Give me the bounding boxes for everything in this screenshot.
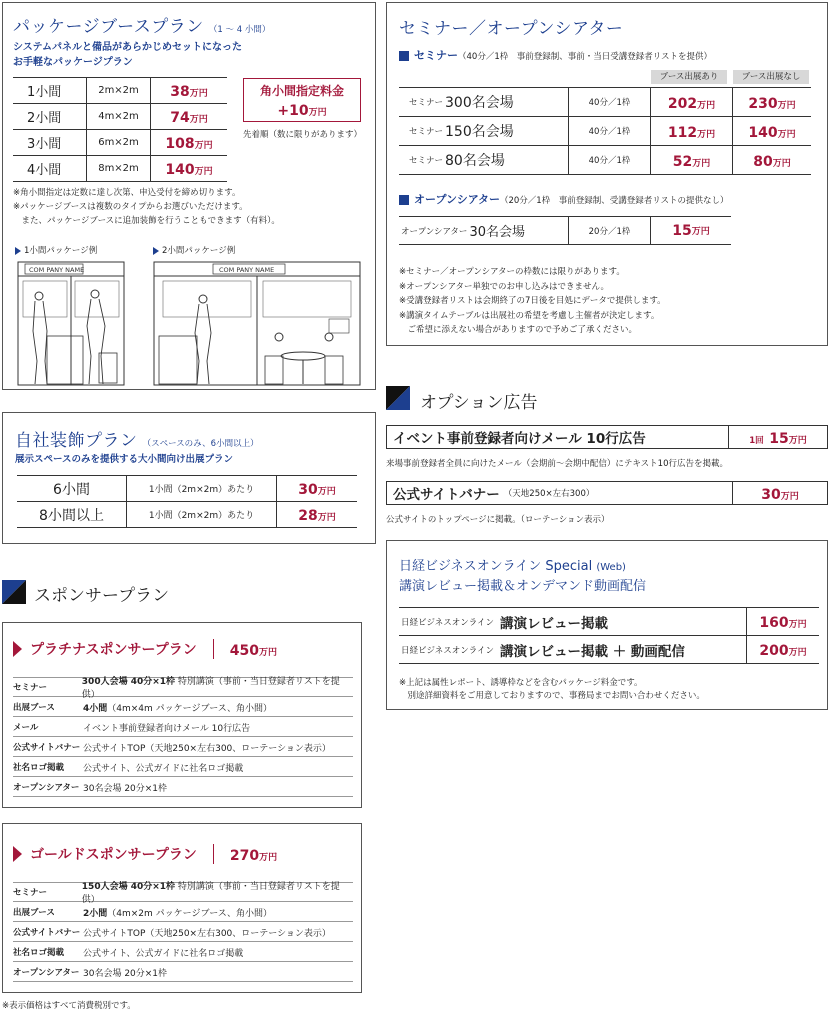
- nikkei-title-1-note: (Web): [596, 562, 626, 573]
- banner-ad-unit: 万円: [780, 491, 799, 502]
- mail-ad-unit: 万円: [788, 435, 807, 446]
- package-dimensions: 6m×2m: [98, 137, 139, 148]
- nikkei-note: ※上記は属性レポート、誘導枠などを含むパッケージ料金です。: [399, 678, 643, 688]
- table-row: [13, 78, 227, 104]
- table-row: [13, 130, 227, 156]
- benefit-value: 公式サイトTOP（天地250×左右300、ローテーション表示）: [83, 743, 331, 754]
- benefit-key: セミナー: [13, 683, 48, 693]
- benefit-value: 特別講演（事前・当日登録者リストを提供）: [81, 677, 340, 700]
- table-row: [13, 698, 353, 717]
- mail-ad-title: イベント事前登録者向けメール 10行広告: [387, 426, 729, 448]
- table-row: [399, 88, 811, 117]
- own-size-name: 8小間以上: [39, 507, 104, 524]
- nikkei-price: 200: [759, 643, 789, 659]
- col-with-booth: ブース出展あり: [651, 70, 727, 84]
- example-1-label: 1小間パッケージ例: [24, 246, 98, 256]
- price-unit: 万円: [194, 141, 213, 151]
- arrow-right-icon: [15, 247, 21, 255]
- package-desc-1: システムパネルと備品があらかじめセットになった: [13, 42, 242, 53]
- nikkei-notes: [399, 677, 705, 703]
- benefit-value: （4m×4m パッケージブース、角小間）: [107, 703, 273, 714]
- price-unit: 万円: [697, 100, 716, 111]
- package-size-name: 3小間: [27, 137, 62, 152]
- arrow-right-icon: [153, 247, 159, 255]
- table-row: [399, 146, 811, 175]
- platinum-sponsor-panel: [2, 622, 362, 808]
- booth-2-illustration: [153, 261, 361, 387]
- benefit-value: 公式サイト、公式ガイドに社名ロゴ掲載: [83, 763, 244, 774]
- nikkei-price-table: [399, 607, 819, 660]
- benefit-key: 出展ブース: [13, 703, 55, 713]
- corner-fee-unit: 万円: [308, 108, 327, 118]
- price-unit: 万円: [189, 115, 208, 125]
- mail-ad-row: [386, 425, 828, 449]
- mail-ad-price: 15: [769, 430, 789, 447]
- caret-right-icon: [13, 641, 22, 657]
- table-row: [17, 502, 357, 528]
- benefit-key: 社名ロゴ掲載: [13, 763, 65, 773]
- table-row: [13, 738, 353, 757]
- package-title: パッケージブースプラン: [13, 17, 204, 37]
- own-unit-desc: 1小間（2m×2m）あたり: [148, 485, 255, 495]
- price-unit: 万円: [697, 129, 716, 140]
- package-size-name: 2小間: [27, 111, 62, 126]
- own-unit-desc: 1小間（2m×2m）あたり: [148, 511, 255, 521]
- benefit-key: 出展ブース: [13, 908, 55, 918]
- theater-unit: 万円: [691, 227, 710, 237]
- seminar-venue: 150名会場: [445, 124, 514, 140]
- gold-benefits-table: [13, 882, 353, 979]
- seminar-head-note: （40分／1枠 事前登録制、事前・当日受講登録者リストを提供）: [458, 52, 713, 62]
- package-note: また、パッケージブースに追加装飾を行うこともできます（有料）。: [13, 216, 280, 226]
- seminar-prefix: セミナー: [409, 156, 444, 166]
- company-name-sign: COM PANY NAME: [219, 266, 275, 274]
- price-unit: 万円: [692, 158, 711, 169]
- table-row: [13, 882, 353, 905]
- price-unit: 万円: [194, 167, 213, 177]
- platinum-benefits-table: [13, 677, 353, 794]
- tax-note: ※表示価格はすべて消費税別です。: [2, 1001, 136, 1011]
- platinum-price: 450: [229, 642, 259, 659]
- package-size-name: 1小間: [27, 85, 62, 100]
- price-unit: 万円: [788, 620, 807, 630]
- nikkei-title-1: 日経ビジネスオンライン Special: [399, 559, 593, 574]
- square-bullet-icon: [399, 51, 409, 61]
- benefit-value: 公式サイト、公式ガイドに社名ロゴ掲載: [83, 948, 244, 959]
- table-row: [399, 217, 731, 245]
- table-row: [399, 608, 819, 636]
- seminar-note: ご希望に添えない場合がありますので予めご了承ください。: [399, 325, 638, 335]
- package-price: 140: [165, 162, 195, 178]
- benefit-value: 特別講演（事前・当日登録者リストを提供）: [81, 882, 340, 905]
- own-price: 28: [298, 508, 318, 524]
- theater-prefix: オープンシアター: [401, 226, 468, 237]
- price-unit: 万円: [317, 513, 336, 523]
- sponsor-section-title: スポンサープラン: [34, 586, 170, 606]
- benefit-value-bold: 4小間: [83, 703, 108, 714]
- corner-fee-label: 角小間指定料金: [259, 84, 344, 98]
- seminar-note: ※オープンシアター単独でのお申し込みはできません。: [399, 281, 610, 292]
- seminar-venue: 80名会場: [445, 153, 505, 169]
- price-unit: 万円: [777, 129, 796, 140]
- table-row: [17, 476, 357, 502]
- seminar-price-with-booth: 52: [672, 153, 693, 170]
- theater-price-table: [399, 216, 731, 240]
- price-unit: 万円: [777, 100, 796, 111]
- nikkei-price: 160: [759, 615, 789, 631]
- banner-ad-note: （天地250×左右300）: [503, 489, 595, 499]
- table-row: [399, 636, 819, 664]
- theater-head-note: （20分／1枠 事前登録制、受講登録者リストの提供なし）: [499, 196, 729, 206]
- table-row: [13, 758, 353, 777]
- benefit-value: 30名会場 20分×1枠: [83, 783, 168, 794]
- price-unit: 万円: [788, 648, 807, 658]
- mail-ad-count: 1回: [749, 435, 764, 446]
- price-unit: 万円: [317, 487, 336, 497]
- theater-head: オープンシアター: [414, 193, 500, 206]
- banner-ad-title: 公式サイトバナー: [393, 487, 500, 503]
- nikkei-note: 別途詳細資料をご用意しておりますので、事務局までお問い合わせください。: [399, 691, 705, 701]
- table-row: [13, 923, 353, 942]
- package-dimensions: 8m×2m: [98, 163, 139, 174]
- table-row: [13, 718, 353, 737]
- example-2-label: 2小間パッケージ例: [162, 246, 236, 256]
- benefit-value: イベント事前登録者向けメール 10行広告: [83, 723, 251, 734]
- seminar-time: 40分／1枠: [588, 156, 631, 166]
- package-price: 74: [170, 110, 190, 126]
- banner-ad-price: 30: [761, 486, 781, 503]
- seminar-prefix: セミナー: [409, 127, 444, 137]
- seminar-prefix: セミナー: [409, 98, 444, 108]
- gold-price: 270: [229, 847, 260, 864]
- table-row: [399, 117, 811, 146]
- table-row: [13, 778, 353, 797]
- benefit-key: 社名ロゴ掲載: [13, 948, 65, 958]
- platinum-title: プラチナスポンサープラン: [30, 642, 197, 658]
- seminar-note: ※受講登録者リストは会期終了の7日後を目処にデータで提供します。: [399, 296, 666, 306]
- own-title: 自社装飾プラン: [15, 431, 138, 451]
- booth-1-illustration: [17, 261, 125, 387]
- own-desc: 展示スペースのみを提供する大小間向け出展プラン: [15, 454, 234, 465]
- package-price: 108: [165, 136, 195, 152]
- platinum-unit: 万円: [258, 647, 277, 658]
- benefit-key: 公式サイトバナー: [13, 928, 81, 938]
- table-row: [13, 903, 353, 922]
- seminar-time: 40分／1枠: [588, 127, 631, 137]
- banner-ad-row: [386, 481, 828, 505]
- package-note: ※角小間指定は定数に達し次第、申込受付を締め切ります。: [13, 188, 241, 198]
- benefit-key: セミナー: [13, 888, 48, 898]
- package-booth-panel: [2, 2, 376, 390]
- seminar-venue: 300名会場: [445, 95, 514, 111]
- own-price-table: [17, 475, 357, 524]
- gold-unit: 万円: [259, 852, 278, 863]
- price-unit: 万円: [189, 89, 208, 99]
- nikkei-item: 講演レビュー掲載 ＋ 動画配信: [500, 643, 685, 660]
- package-notes: [13, 186, 280, 228]
- nikkei-item: 講演レビュー掲載: [500, 615, 608, 632]
- table-row: [13, 963, 353, 982]
- benefit-value: 30名会場 20分×1枠: [83, 968, 168, 979]
- package-note: ※パッケージブースは複数のタイプからお選びいただけます。: [13, 202, 248, 212]
- theater-name: 30名会場: [469, 225, 525, 240]
- own-price: 30: [298, 482, 318, 498]
- option-section-title: オプション広告: [420, 393, 538, 413]
- seminar-price-with-booth: 202: [667, 95, 698, 112]
- section-marker-icon: [2, 580, 26, 604]
- corner-fee-box: [243, 78, 361, 122]
- package-title-note: （1 ～ 4 小間）: [208, 25, 271, 35]
- seminar-panel: [386, 2, 828, 346]
- own-title-note: （スペースのみ、6小間以上）: [142, 439, 259, 449]
- seminar-price-table: [399, 87, 811, 170]
- table-row: [13, 156, 227, 182]
- seminar-price-without-booth: 80: [753, 153, 773, 170]
- table-row: [13, 677, 353, 700]
- section-marker-icon: [386, 386, 410, 410]
- package-desc-2: お手軽なパッケージプラン: [13, 57, 133, 68]
- seminar-note: ※講演タイムテーブルは出展社の希望を考慮し主催者が決定します。: [399, 310, 660, 321]
- benefit-value-bold: 150人会場 40分×1枠: [81, 882, 176, 892]
- benefit-key: オープンシアター: [13, 968, 80, 978]
- seminar-head: セミナー: [414, 49, 458, 62]
- seminar-price-without-booth: 140: [748, 124, 778, 141]
- nikkei-panel: [386, 540, 828, 710]
- seminar-title: セミナー／オープンシアター: [399, 19, 624, 39]
- benefit-key: 公式サイトバナー: [13, 743, 81, 753]
- seminar-price-without-booth: 230: [748, 95, 778, 112]
- benefit-key: オープンシアター: [13, 783, 80, 793]
- gold-title: ゴールドスポンサープラン: [30, 847, 197, 863]
- own-size-name: 6小間: [53, 481, 90, 498]
- nikkei-title-2: 講演レビュー掲載＆オンデマンド動画配信: [399, 579, 647, 594]
- benefit-value-bold: 300人会場 40分×1枠: [81, 677, 176, 687]
- nikkei-prefix: 日経ビジネスオンライン: [401, 645, 494, 656]
- table-row: [13, 943, 353, 962]
- seminar-note: ※セミナー／オープンシアターの枠数には限りがあります。: [399, 267, 625, 277]
- banner-ad-desc: 公式サイトのトップページに掲載。（ローテーション表示）: [386, 515, 610, 525]
- nikkei-prefix: 日経ビジネスオンライン: [401, 617, 494, 628]
- corner-fee-note: 先着順（数に限りがあります）: [243, 130, 363, 140]
- gold-sponsor-panel: [2, 823, 362, 993]
- benefit-value-bold: 2小間: [83, 908, 108, 919]
- col-without-booth: ブース出展なし: [733, 70, 809, 84]
- benefit-value: 公式サイトTOP（天地250×左右300、ローテーション表示）: [83, 928, 331, 939]
- own-decoration-panel: [2, 412, 376, 544]
- package-dimensions: 4m×2m: [98, 111, 139, 122]
- caret-right-icon: [13, 846, 22, 862]
- company-name-sign: COM PANY NAME: [29, 266, 85, 274]
- theater-price: 15: [672, 222, 692, 239]
- package-size-name: 4小間: [27, 163, 62, 178]
- benefit-value: （4m×2m パッケージブース、角小間）: [107, 908, 273, 919]
- table-row: [13, 104, 227, 130]
- benefit-key: メール: [13, 723, 39, 733]
- mail-ad-desc: 来場事前登録者全員に向けたメール（会期前～会期中配信）にテキスト10行広告を掲載。: [386, 459, 728, 469]
- seminar-notes: [399, 265, 666, 338]
- package-price-table: [13, 77, 227, 178]
- price-unit: 万円: [772, 158, 791, 169]
- package-dimensions: 2m×2m: [98, 85, 139, 96]
- seminar-time: 40分／1枠: [588, 98, 631, 108]
- corner-fee-price: +10: [277, 103, 309, 119]
- package-price: 38: [170, 84, 190, 100]
- theater-time: 20分／1枠: [569, 217, 651, 244]
- seminar-price-with-booth: 112: [667, 124, 698, 141]
- square-bullet-icon: [399, 195, 409, 205]
